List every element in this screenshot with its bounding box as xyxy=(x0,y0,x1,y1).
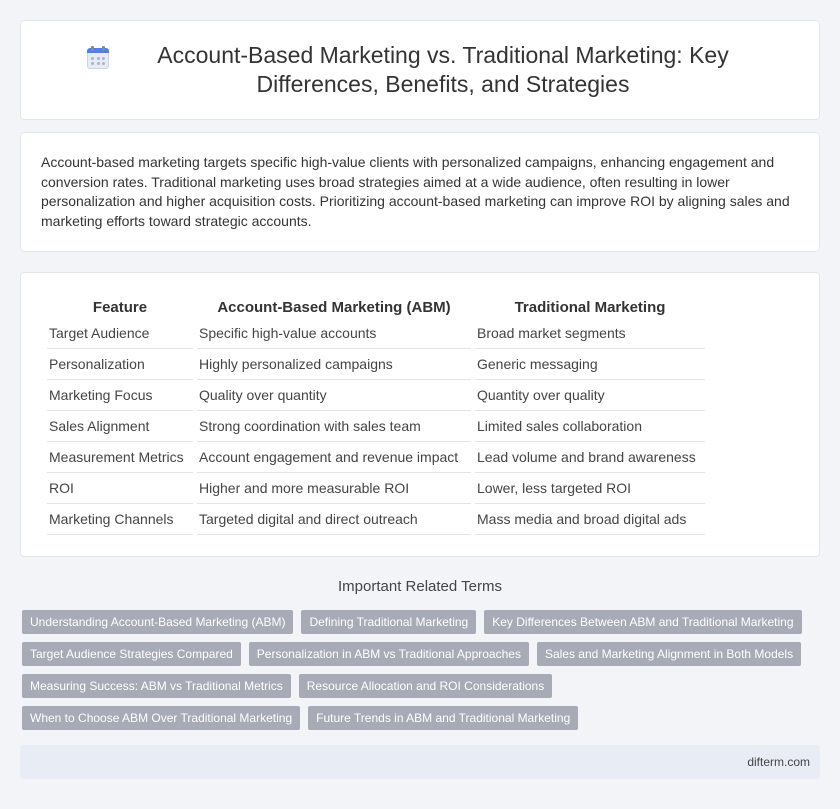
related-term-tag[interactable]: Defining Traditional Marketing xyxy=(301,610,476,634)
related-term-tag[interactable]: Resource Allocation and ROI Considerations xyxy=(299,674,552,698)
intro-card xyxy=(20,132,820,252)
related-term-tag[interactable]: Target Audience Strategies Compared xyxy=(22,642,241,666)
feature-cell: Marketing Focus xyxy=(47,380,193,411)
traditional-cell: Limited sales collaboration xyxy=(475,411,705,442)
traditional-cell: Lead volume and brand awareness xyxy=(475,442,705,473)
abm-cell: Higher and more measurable ROI xyxy=(197,473,471,504)
related-term-tag[interactable]: Measuring Success: ABM vs Traditional Metrics xyxy=(22,674,291,698)
feature-cell: ROI xyxy=(47,473,193,504)
table-header-row xyxy=(47,295,705,318)
comparison-table xyxy=(43,295,709,535)
header-abm: Account-Based Marketing (ABM) xyxy=(217,299,451,316)
page-title: Account-Based Marketing vs. Traditional Marketing: Key Differences, Benefits, and Strategies xyxy=(157,42,729,97)
header-traditional: Traditional Marketing xyxy=(514,299,666,316)
traditional-cell: Mass media and broad digital ads xyxy=(475,504,705,535)
related-terms-list xyxy=(22,610,822,738)
footer xyxy=(20,745,820,779)
feature-cell: Target Audience xyxy=(47,318,193,349)
table-row xyxy=(47,318,705,349)
related-terms-title: Important Related Terms xyxy=(338,578,502,595)
traditional-cell: Lower, less targeted ROI xyxy=(475,473,705,504)
feature-cell: Measurement Metrics xyxy=(47,442,193,473)
related-term-tag[interactable]: Sales and Marketing Alignment in Both Models xyxy=(537,642,801,666)
abm-cell: Targeted digital and direct outreach xyxy=(197,504,471,535)
tag-row xyxy=(22,674,822,698)
title-wrap xyxy=(57,41,783,99)
table-row xyxy=(47,349,705,380)
related-term-tag[interactable]: When to Choose ABM Over Traditional Marketing xyxy=(22,706,300,730)
related-term-tag[interactable]: Key Differences Between ABM and Traditional Marketing xyxy=(484,610,801,634)
abm-cell: Strong coordination with sales team xyxy=(197,411,471,442)
traditional-cell: Broad market segments xyxy=(475,318,705,349)
feature-cell: Sales Alignment xyxy=(47,411,193,442)
calendar-icon xyxy=(87,46,109,70)
comparison-card xyxy=(20,272,820,557)
header-feature: Feature xyxy=(92,299,148,316)
abm-cell: Highly personalized campaigns xyxy=(197,349,471,380)
related-term-tag[interactable]: Understanding Account-Based Marketing (ABM) xyxy=(22,610,293,634)
intro-text: Account-based marketing targets specific high-value clients with personalized campaigns, enhancing engagement and conversion rates. Traditional marketing uses broad strategies aimed at a wide audience, often resulting in lower personalization and higher acquisition costs. Prioritizing account-based marketing can improve ROI by aligning sales and marketing efforts toward strategic accounts. xyxy=(41,154,790,229)
abm-cell: Specific high-value accounts xyxy=(197,318,471,349)
footer-site-link[interactable]: difterm.com xyxy=(747,755,810,769)
traditional-cell: Quantity over quality xyxy=(475,380,705,411)
tag-row xyxy=(22,610,822,634)
traditional-cell: Generic messaging xyxy=(475,349,705,380)
related-term-tag[interactable]: Future Trends in ABM and Traditional Marketing xyxy=(308,706,578,730)
related-term-tag[interactable]: Personalization in ABM vs Traditional Approaches xyxy=(249,642,529,666)
tag-row xyxy=(22,642,822,666)
table-row xyxy=(47,442,705,473)
feature-cell: Marketing Channels xyxy=(47,504,193,535)
title-card xyxy=(20,20,820,120)
abm-cell: Quality over quantity xyxy=(197,380,471,411)
table-row xyxy=(47,380,705,411)
feature-cell: Personalization xyxy=(47,349,193,380)
table-row xyxy=(47,473,705,504)
table-row xyxy=(47,504,705,535)
abm-cell: Account engagement and revenue impact xyxy=(197,442,471,473)
table-row xyxy=(47,411,705,442)
tag-row xyxy=(22,706,822,730)
